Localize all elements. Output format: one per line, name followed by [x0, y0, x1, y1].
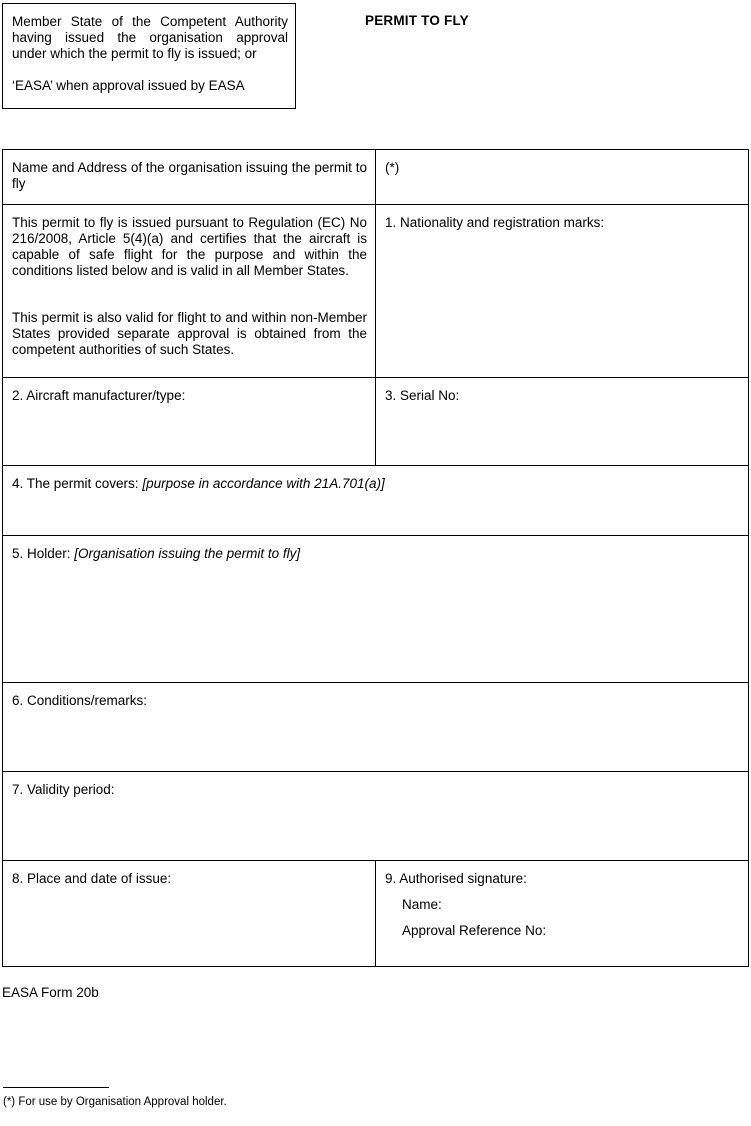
- manufacturer-type-field[interactable]: [2, 377, 376, 466]
- validity-period-label: 7. Validity period:: [12, 782, 115, 797]
- authority-description: Member State of the Competent Authority having issued the organisation approval under which the permit to fly is issued; or: [12, 14, 288, 61]
- place-date-issue-label: 8. Place and date of issue:: [12, 871, 172, 886]
- conditions-remarks-label: 6. Conditions/remarks:: [12, 693, 148, 708]
- authorised-signature-label: 9. Authorised signature:: [385, 871, 527, 886]
- page-title: PERMIT TO FLY: [365, 13, 469, 28]
- signatory-name-label: Name:: [402, 897, 442, 912]
- nationality-registration-label: 1. Nationality and registration marks:: [385, 215, 605, 230]
- easa-authority-note: ‘EASA’ when approval issued by EASA: [12, 78, 245, 93]
- place-date-issue-field[interactable]: [2, 860, 376, 967]
- holder-field[interactable]: [2, 535, 749, 683]
- serial-number-label: 3. Serial No:: [385, 388, 460, 403]
- footnote: (*) For use by Organisation Approval holder.: [3, 1096, 227, 1108]
- holder-label: 5. Holder:: [12, 546, 71, 561]
- legal-basis-cell: [2, 204, 376, 378]
- org-name-address-label: Name and Address of the organisation issuing the permit to fly: [12, 160, 367, 191]
- manufacturer-type-label: 2. Aircraft manufacturer/type:: [12, 388, 186, 403]
- permit-covers-field[interactable]: [2, 465, 749, 536]
- org-name-address-label-cell: [2, 149, 376, 205]
- permit-covers-label-line: [12, 476, 740, 492]
- issuing-authority-box: [2, 3, 296, 109]
- validity-period-field[interactable]: [2, 771, 749, 861]
- permit-covers-hint: [purpose in accordance with 21A.701(a)]: [142, 476, 385, 491]
- footnote-divider: [3, 1087, 109, 1088]
- legal-basis-paragraph: This permit to fly is issued pursuant to Regulation (EC) No 216/2008, Article 5(4)(a) and certifies that the aircraft is capable of safe flight for the purpose and within the conditions listed below and is valid in all Member States.: [12, 215, 367, 278]
- non-member-validity-paragraph: This permit is also valid for flight to and within non-Member States provided separate approval is obtained from the competent authorities of such States.: [12, 310, 367, 357]
- form-number: EASA Form 20b: [2, 985, 99, 1000]
- conditions-remarks-field[interactable]: [2, 682, 749, 772]
- holder-hint: [Organisation issuing the permit to fly]: [74, 546, 301, 561]
- serial-number-field[interactable]: [375, 377, 749, 466]
- nationality-registration-field[interactable]: [375, 204, 749, 378]
- authorised-signature-field[interactable]: [375, 860, 749, 967]
- permit-covers-label: 4. The permit covers:: [12, 476, 139, 491]
- org-name-address-field[interactable]: [375, 149, 749, 205]
- footnote-marker: (*): [385, 160, 400, 175]
- holder-label-line: [12, 546, 740, 562]
- approval-reference-label: Approval Reference No:: [402, 923, 547, 938]
